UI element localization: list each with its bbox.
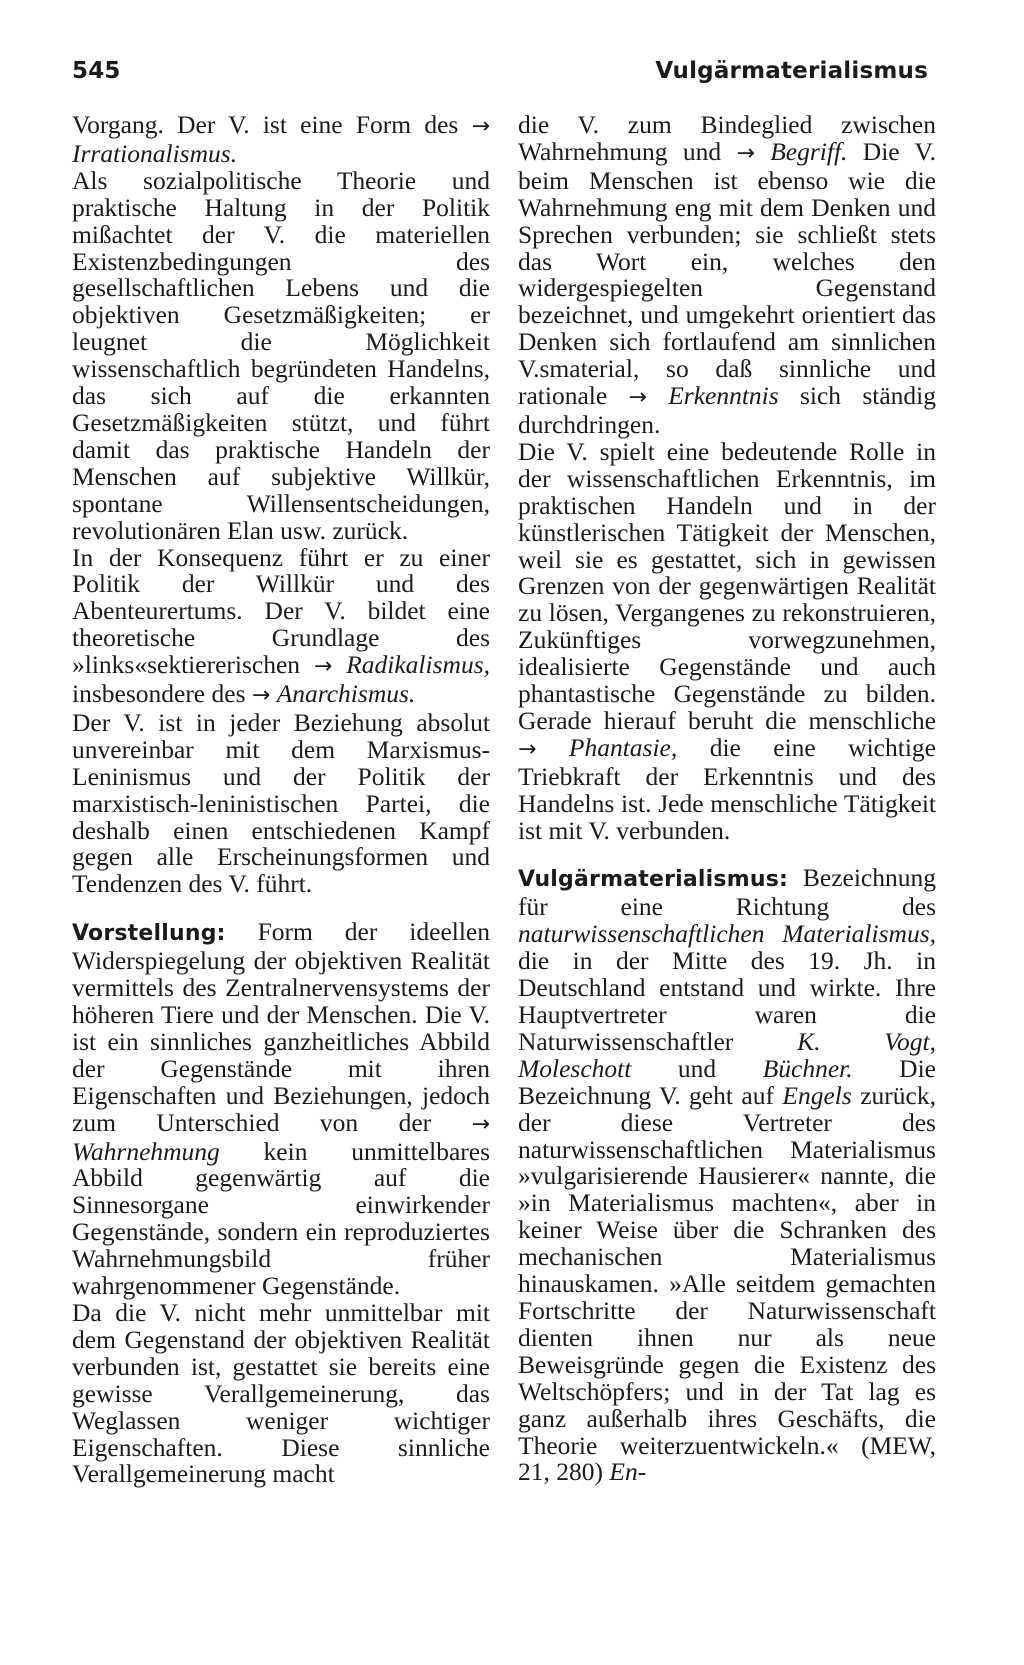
paragraph-role: Die V. spielt eine bedeutende Rolle in der wissenschaftlichen Erkenntnis, im praktischen Handeln und in der künstlerischen Tätigkeit der Menschen, weil sie es gestattet, sich in gewissen Grenzen von der gegenwärtigen Realität zu lösen, Vergangenes zu rekonstruieren, Zukünftiges vorwegzunehmen, idealisierte Gegenstände und auch phantastische Gegenstände zu bilden. Gerade hierauf beruht die menschliche → Phantasie, die eine wichtige Triebkraft der Erkenntnis und des Handelns ist. Jede menschliche Tätigkeit ist mit V. verbunden. (518, 436, 936, 845)
entry-lemma: Vulgärmaterialismus: (518, 867, 788, 893)
entry-lemma: Vorstellung: (72, 921, 226, 947)
arrow-icon: → (628, 385, 647, 411)
cross-reference-link: Begriff. (770, 136, 848, 166)
paragraph-intro: Vorgang. Der V. ist eine Form des → Irrationalismus. (72, 110, 490, 168)
cross-reference-link: Erkenntnis (668, 381, 779, 411)
cross-reference-link: Radikalismus, (346, 650, 490, 680)
page-number: 545 (72, 58, 121, 84)
cross-reference-link: Phantasie, (568, 732, 678, 762)
paragraph-marxism: Der V. ist in jeder Beziehung absolut unvereinbar mit dem Marxismus-Leninismus und der Politik der marxistisch-leninistischen Partei, die deshalb einen entschiedenen Kampf gegen alle Erscheinungsformen und Tendenzen des V. führt. (72, 707, 490, 899)
entry-vorstellung: Vorstellung: Form der ideellen Widerspiegelung der objektiven Realität vermittels des Zentralnervensystems der höheren Tiere und der Menschen. Die V. ist ein sinnliches ganzheitliches Abbild der Gegenstände mit ihren Eigenschaften und Beziehungen, jedoch zum Unterschied von der → Wahrnehmung kein unmittelbares Abbild gegenwärtig auf die Sinnesorgane einwirkender Gegenstände, sondern ein reproduziertes Wahrnehmungsbild früher wahrgenommener Gegenstände. (72, 917, 490, 1301)
arrow-icon: → (518, 736, 537, 762)
entry-vulgaermaterialismus: Vulgärmaterialismus: Bezeichnung für eine Richtung des naturwissenschaftlichen Materialismus, die in der Mitte des 19. Jh. in Deutschland entstand und wirkte. Ihre Hauptvertreter waren die Naturwissenschaftler K. Vogt, Moleschott und Büchner. Die Bezeichnung V. geht auf Engels zurück, der diese Vertreter des naturwissenschaftlichen Materialismus »vulgarisierende Hausierer« nannte, die »in Materialismus machten«, aber in keiner Weise über die Schranken des mechanischen Materialismus hinauskamen. »Alle seitdem gemachten Fortschritte der Naturwissenschaft dienten ihnen nur als neue Beweisgründe gegen die Existenz des Weltschöpfers; und in der Tat lag es ganz außerhalb ihres Geschäfts, die Theorie weiterzuentwickeln.« (MEW, 21, 280) En- (518, 863, 937, 1487)
paragraph-generalization: Da die V. nicht mehr unmittelbar mit dem Gegenstand der objektiven Realität verbunden ist, gestattet sie bereits eine gewisse Verallgemeinerung, das Weglassen weniger wichtiger Eigenschaften. Diese sinnliche Verallgemeinerung macht (72, 1297, 490, 1489)
arrow-icon: → (471, 114, 490, 139)
paragraph-consequence: In der Konsequenz führt er zu einer Politik der Willkür und des Abenteurertums. Der V. bildet eine theoretische Grundlage des »links«sektiererischen → Radikalismus, insbesondere des → Anarchismus. (72, 542, 490, 709)
arrow-icon: → (313, 654, 333, 680)
continued-word: En- (609, 1457, 647, 1487)
arrow-icon: → (471, 1111, 490, 1137)
running-title: Vulgärmaterialismus (655, 58, 928, 84)
cross-reference-link: Anarchismus. (276, 679, 416, 709)
paragraph-social-politics: Als sozialpolitische Theorie und praktische Haltung in der Politik mißachtet der V. die materiellen Existenzbedingungen des gesellschaftlichen Lebens und die objektiven Gesetzmäßigkeiten; er leugnet die Möglichkeit wissenschaftlich begründeten Handelns, das sich auf die erkannten Gesetzmäßigkeiten stützt, und führt damit das praktische Handeln der Menschen auf subjektive Willkür, spontane Willensentscheidungen, revolutionären Elan usw. zurück. (72, 165, 490, 545)
arrow-icon: → (251, 683, 271, 709)
person-name: Büchner. (762, 1053, 853, 1083)
entry-separator (72, 898, 490, 919)
entry-separator (518, 844, 936, 865)
paragraph-link-concept: die V. zum Bindeglied zwischen Wahrnehmung und → Begriff. Die V. beim Menschen ist ebenso wie die Wahrnehmung eng mit dem Denken und Sprechen verbunden; sie schließt stets das Wort ein, welches den widergespiegelten Gegenstand bezeichnet, und umgekehrt orientiert das Denken sich fortlaufend am sinnlichen V.smaterial, so daß sinnliche und rationale → Erkenntnis sich ständig durchdringen. (518, 110, 936, 439)
left-column (72, 112, 490, 1488)
person-name: Engels (782, 1080, 852, 1110)
cross-reference-link: Wahrnehmung (72, 1136, 220, 1166)
arrow-icon: → (736, 140, 755, 166)
cross-reference-link: Irrationalismus. (72, 138, 238, 168)
right-column (518, 112, 936, 1486)
cross-reference-link: naturwissenschaftlichen Materialismus, (518, 919, 936, 949)
person-name: K. Vogt, Moleschott (518, 1026, 936, 1083)
